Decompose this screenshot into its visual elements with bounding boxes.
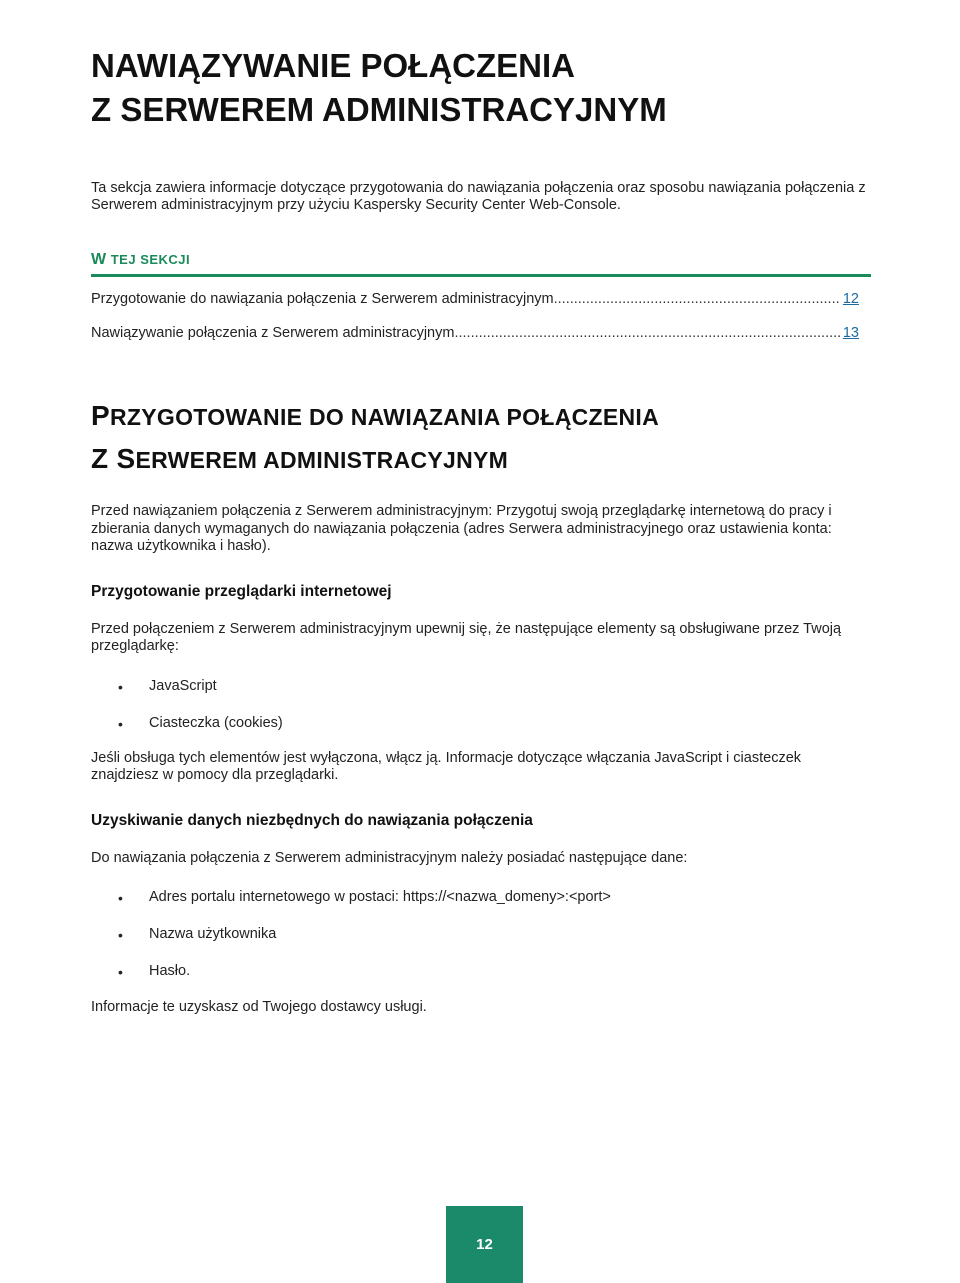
intro-paragraph: Ta sekcja zawiera informacje dotyczące przygotowania do nawiązania połączenia oraz sposobu nawiązania połączenia z Serwerem administracyjnym przy użyciu Kaspersky Security Center Web-Console. [91, 180, 866, 213]
toc-leader-dots [454, 325, 840, 341]
bullet-icon: • [118, 890, 123, 906]
requirements-list [91, 678, 871, 752]
toc-entry-label[interactable]: Nawiązywanie połączenia z Serwerem administracyjnym [91, 325, 455, 341]
section-heading-cap: P [91, 400, 110, 431]
page-number: 12 [446, 1206, 523, 1283]
bullet-icon: • [118, 678, 123, 695]
list-item [91, 963, 871, 1000]
list-item [91, 678, 871, 715]
in-section-heading [91, 251, 871, 277]
toc-entry[interactable] [91, 291, 859, 311]
toc-page-link[interactable]: 12 [842, 291, 859, 307]
list-item-text: Adres portalu internetowego w postaci: https://<nazwa_domeny>:<port> [149, 889, 611, 905]
subsection-title: Uzyskiwanie danych niezbędnych do nawiązania połączenia [91, 811, 533, 829]
list-item-text: Hasło. [149, 963, 191, 979]
section-heading-line-1 [91, 395, 871, 438]
table-of-contents [91, 291, 871, 345]
in-section-first: W [91, 251, 107, 268]
subsection-title: Przygotowanie przeglądarki internetowej [91, 582, 392, 600]
toc-page-link[interactable]: 13 [842, 325, 859, 341]
title-line-1: NAWIĄZYWANIE POŁĄCZENIA [91, 47, 575, 84]
list-item-text: Nazwa użytkownika [149, 926, 277, 942]
data-list [91, 889, 871, 1000]
in-section-rest: TEJ SEKCJI [110, 252, 191, 267]
section-heading-rest: ERWEREM ADMINISTRACYJNYM [135, 447, 509, 473]
document-page [91, 44, 871, 1017]
toc-leader-dots [554, 291, 841, 307]
section-heading-cap: Z S [91, 443, 136, 474]
title-line-2: Z SERWEREM ADMINISTRACYJNYM [91, 91, 667, 128]
subsection-note: Jeśli obsługa tych elementów jest wyłączona, włącz ją. Informacje dotyczące włączania JavaScript i ciasteczek znajdziesz w pomocy dla przeglądarki. [91, 749, 802, 783]
list-item-text: Ciasteczka (cookies) [149, 714, 283, 731]
list-item [91, 715, 871, 752]
list-item [91, 926, 871, 963]
bullet-icon: • [118, 964, 123, 980]
list-item [91, 889, 871, 926]
section-heading-rest: RZYGOTOWANIE DO NAWIĄZANIA POŁĄCZENIA [109, 404, 660, 430]
page-title [91, 44, 871, 132]
section-heading [91, 395, 871, 481]
toc-entry[interactable] [91, 325, 859, 345]
list-item-text: JavaScript [149, 677, 217, 694]
section-heading-line-2 [91, 438, 871, 481]
bullet-icon: • [118, 927, 123, 943]
subsection-paragraph: Do nawiązania połączenia z Serwerem administracyjnym należy posiadać następujące dane: [91, 849, 688, 866]
subsection-note: Informacje te uzyskasz od Twojego dostawcy usługi. [91, 999, 427, 1015]
bullet-icon: • [118, 715, 123, 732]
subsection-paragraph: Przed połączeniem z Serwerem administracyjnym upewnij się, że następujące elementy są obsługiwane przez Twoją przeglądarkę: [91, 620, 842, 654]
toc-entry-label[interactable]: Przygotowanie do nawiązania połączenia z Serwerem administracyjnym [91, 291, 554, 307]
section-paragraph: Przed nawiązaniem połączenia z Serwerem administracyjnym: Przygotuj swoją przeglądarkę internetową do pracy i zbierania danych wymaganych do nawiązania połączenia (adres Serwera administracyjnego oraz ustawienia konta: nazwa użytkownika i hasło). [91, 503, 832, 554]
